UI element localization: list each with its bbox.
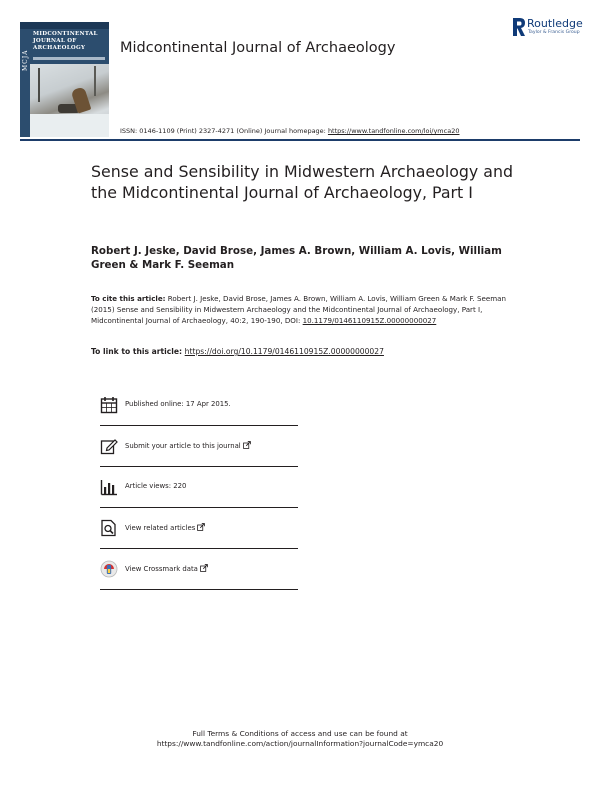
- crossmark-icon: [100, 560, 118, 578]
- submit-article-row[interactable]: [100, 429, 298, 467]
- article-doi-url[interactable]: https://doi.org/10.1179/0146110915Z.00000000027: [184, 347, 384, 356]
- issn-line: [120, 127, 459, 135]
- related-articles-icon: [100, 519, 118, 537]
- article-views-text: Article views: 220: [125, 482, 187, 490]
- issn-text: ISSN: 0146-1109 (Print) 2327-4271 (Online) Journal homepage:: [120, 127, 328, 135]
- publisher-logo[interactable]: [511, 16, 591, 40]
- cover-photo-tree: [38, 68, 40, 102]
- related-articles-text: View related articles: [125, 524, 196, 532]
- cover-photo-snow: [30, 114, 109, 137]
- row-divider: [100, 507, 298, 508]
- routledge-r-icon: [511, 16, 527, 38]
- article-authors: Robert J. Jeske, David Brose, James A. Brown, William A. Lovis, William Green & Mark F. Seeman: [91, 245, 502, 271]
- citation-label: To cite this article:: [91, 294, 166, 303]
- related-articles-row[interactable]: [100, 511, 298, 549]
- journal-cover: [20, 22, 109, 137]
- citation-doi-link[interactable]: 10.1179/0146110915Z.00000000027: [302, 316, 437, 325]
- footer-terms-text: Full Terms & Conditions of access and use can be found at: [192, 729, 408, 738]
- journal-homepage-link[interactable]: https://www.tandfonline.com/loi/ymca20: [327, 127, 460, 135]
- article-link-label: To link to this article:: [91, 347, 185, 356]
- bar-chart-icon: [100, 478, 118, 496]
- external-link-icon: [243, 441, 251, 449]
- cover-title-line: JOURNAL OF: [33, 38, 77, 44]
- cover-title: [33, 31, 107, 52]
- footer-terms-url[interactable]: https://www.tandfonline.com/action/journalInformation?journalCode=ymca20: [156, 739, 444, 748]
- crossmark-text: View Crossmark data: [125, 565, 198, 573]
- article-title: Sense and Sensibility in Midwestern Archaeology and the Midcontinental Journal of Archaeology, Part I: [91, 162, 513, 202]
- published-online-text: Published online: 17 Apr 2015.: [125, 400, 231, 408]
- row-divider: [100, 425, 298, 426]
- header-divider: [20, 139, 580, 141]
- cover-title-line: MIDCONTINENTAL: [33, 31, 98, 37]
- citation-block: [91, 293, 531, 326]
- publisher-tagline: Taylor & Francis Group: [528, 30, 580, 35]
- submit-article-link[interactable]: [125, 441, 251, 450]
- published-online-row: [100, 388, 298, 426]
- cover-photo: [30, 64, 109, 137]
- crossmark-row[interactable]: [100, 552, 298, 590]
- external-link-icon: [200, 564, 208, 572]
- cover-subtitle-bar: [33, 57, 105, 60]
- journal-title[interactable]: Midcontinental Journal of Archaeology: [120, 40, 396, 56]
- submit-icon: [100, 437, 118, 455]
- article-views-row: [100, 470, 298, 508]
- crossmark-link[interactable]: [125, 564, 208, 573]
- submit-article-text: Submit your article to this journal: [125, 442, 241, 450]
- cover-side-text: MCJA: [22, 49, 29, 71]
- cover-top-strip: [20, 22, 109, 29]
- row-divider: [100, 589, 298, 590]
- related-articles-link[interactable]: [125, 523, 205, 532]
- cover-title-line: ARCHAEOLOGY: [33, 45, 86, 51]
- row-divider: [100, 466, 298, 467]
- cover-photo-tree: [94, 66, 96, 96]
- citation-text: Robert J. Jeske, David Brose, James A. Brown, William A. Lovis, William Green & Mark F. Seeman (2015) Sense and Sensibility in Midwestern Archaeology and the Midcontinental Journal of Archaeology, Part I, Midcontinental Journal of Archaeology, 40:2, 190-190, DOI:: [91, 294, 506, 325]
- article-link-block: [91, 347, 531, 356]
- calendar-icon: [100, 396, 118, 414]
- external-link-icon: [197, 523, 205, 531]
- publisher-name: Routledge: [527, 17, 583, 30]
- row-divider: [100, 548, 298, 549]
- footer: [0, 729, 600, 749]
